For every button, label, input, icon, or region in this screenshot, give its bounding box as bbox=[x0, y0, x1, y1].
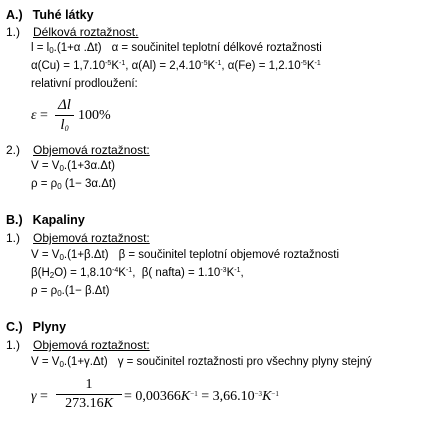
exponent: -1 bbox=[314, 60, 321, 67]
denominator-unit: K bbox=[103, 396, 113, 411]
volume-formula-a2 bbox=[31, 160, 115, 172]
percent-value: 100% bbox=[78, 108, 111, 123]
alpha-al: α(Al) = 2,4.10 bbox=[131, 60, 202, 72]
comma: , bbox=[240, 267, 244, 279]
gamma-symbol: γ bbox=[31, 389, 37, 404]
subscript: 2 bbox=[49, 271, 55, 280]
exponent: −1 bbox=[190, 390, 198, 398]
volume-formula-b1 bbox=[31, 249, 339, 261]
fraction-denominator bbox=[56, 395, 122, 412]
gamma-scientific: = 3,66.10 bbox=[201, 389, 255, 404]
linear-expansion-formula bbox=[31, 42, 322, 54]
gamma-fraction bbox=[56, 377, 122, 412]
volume-formula-c1 bbox=[31, 356, 372, 368]
gamma-definition: γ = součinitel roztažnosti pro všechny plyny stejný bbox=[117, 356, 372, 368]
exponent: -5 bbox=[105, 60, 112, 67]
exponent: −1 bbox=[271, 390, 279, 398]
beta-values: $\beta(H_2O) = 1,8.10^{-4}K^{-1}$, β( nafta) = $1.10^{-3}K^{-1}$, bbox=[31, 267, 244, 280]
exponent: -3 bbox=[220, 267, 227, 274]
fraction-numerator: 1 bbox=[56, 377, 122, 395]
section-a-number: A.) bbox=[6, 8, 23, 22]
v-rest: .(1+γ.Δt) bbox=[63, 356, 108, 368]
v-rest: .(1+3α.Δt) bbox=[63, 160, 115, 172]
unit-kelvin: K bbox=[180, 389, 191, 404]
exponent: -4 bbox=[112, 267, 119, 274]
unit-kelvin: K bbox=[118, 267, 126, 279]
equals-sign: = bbox=[40, 108, 48, 123]
exponent: -1 bbox=[234, 267, 241, 274]
epsilon-equation bbox=[31, 108, 48, 124]
beta-nafta: β( nafta) = 1.10 bbox=[141, 267, 221, 279]
unit-kelvin: K bbox=[306, 60, 315, 72]
exponent: -1 bbox=[215, 60, 222, 67]
gamma-equation bbox=[31, 389, 48, 405]
v-text: V = V bbox=[31, 249, 60, 261]
item-b1-title: Objemová roztažnost: bbox=[33, 231, 150, 245]
subscript: 0 bbox=[59, 253, 64, 262]
alpha-definition: α = součinitel teplotní délkové roztažnosti bbox=[111, 42, 322, 54]
fraction-denominator bbox=[55, 116, 74, 134]
subscript: 0 bbox=[59, 360, 64, 369]
exponent: -5 bbox=[201, 60, 208, 67]
exponent: -1 bbox=[125, 267, 133, 274]
section-c-title: Plyny bbox=[32, 320, 67, 334]
v-text: V = V bbox=[31, 356, 60, 368]
subscript: 0 bbox=[57, 289, 62, 298]
formula-l-rest: .(1+α .Δt) bbox=[53, 42, 102, 54]
rho-text: ρ = ρ bbox=[31, 178, 58, 190]
beta-water-a: β(H bbox=[31, 267, 50, 279]
gamma-decimal: = 0,00366 bbox=[124, 389, 181, 404]
section-c-number: C.) bbox=[6, 320, 23, 334]
section-b-heading bbox=[6, 213, 85, 227]
item-c1-title: Objemová roztažnost: bbox=[33, 338, 150, 352]
alpha-cu: α(Cu) = 1,7.10 bbox=[31, 60, 106, 72]
rho-text: ρ = ρ bbox=[31, 285, 58, 297]
section-b-title: Kapaliny bbox=[32, 213, 85, 227]
gamma-values bbox=[124, 389, 279, 405]
item-a1-number: 1.) bbox=[6, 25, 21, 39]
denominator-l: l bbox=[60, 117, 65, 133]
subscript: 0 bbox=[59, 164, 64, 173]
section-a-heading bbox=[6, 8, 94, 22]
item-a1-heading bbox=[6, 25, 138, 39]
subscript: 0 bbox=[49, 46, 54, 55]
density-formula-a2 bbox=[31, 178, 116, 190]
elongation-fraction bbox=[55, 97, 74, 134]
density-formula-b1 bbox=[31, 285, 110, 297]
formula-l-text: l = l bbox=[31, 42, 50, 54]
v-text: V = V bbox=[31, 160, 60, 172]
rho-rest: .(1− β.Δt) bbox=[61, 285, 110, 297]
item-b1-heading bbox=[6, 231, 150, 245]
item-a2-title: Objemová roztažnost: bbox=[33, 143, 150, 157]
subscript: 0 bbox=[64, 124, 69, 133]
section-b-number: B.) bbox=[6, 213, 23, 227]
alpha-values: $\alpha(Cu) = 1,7.10^{-5}K^{-1}$, $\alpha(Al) = 2,4.10^{-5}K^{-1}$, $\alpha(Fe) = 1,2.10^{-5}K^{-1}$ bbox=[31, 60, 321, 72]
equals-sign: = bbox=[40, 389, 48, 404]
beta-definition: β = součinitel teplotní objemové roztažnosti bbox=[118, 249, 340, 261]
item-a2-heading bbox=[6, 143, 150, 157]
alpha-fe: α(Fe) = 1,2.10 bbox=[227, 60, 301, 72]
beta-water-b: O) = 1,8.10 bbox=[54, 267, 113, 279]
unit-kelvin: K bbox=[226, 267, 235, 279]
rho-rest: (1− 3α.Δt) bbox=[61, 178, 116, 190]
unit-kelvin: K bbox=[262, 389, 272, 404]
subscript: 0 bbox=[57, 182, 62, 191]
exponent: -5 bbox=[300, 60, 307, 67]
item-c1-number: 1.) bbox=[6, 338, 21, 352]
exponent: −3 bbox=[254, 390, 263, 398]
exponent: -1 bbox=[119, 60, 126, 67]
section-a-title: Tuhé látky bbox=[32, 8, 94, 22]
unit-kelvin: K bbox=[111, 60, 119, 72]
fraction-numerator: Δl bbox=[55, 97, 74, 116]
item-c1-heading bbox=[6, 338, 150, 352]
section-c-heading bbox=[6, 320, 66, 334]
item-a1-title: Délková roztažnost. bbox=[33, 25, 139, 39]
unit-kelvin: K bbox=[207, 60, 216, 72]
item-a2-number: 2.) bbox=[6, 143, 21, 157]
relative-elongation-label: relativní prodloužení: bbox=[31, 78, 138, 90]
denominator-value: 273.16 bbox=[65, 396, 104, 411]
item-b1-number: 1.) bbox=[6, 231, 21, 245]
epsilon-symbol: ε bbox=[31, 108, 37, 123]
v-rest: .(1+β.Δt) bbox=[63, 249, 109, 261]
